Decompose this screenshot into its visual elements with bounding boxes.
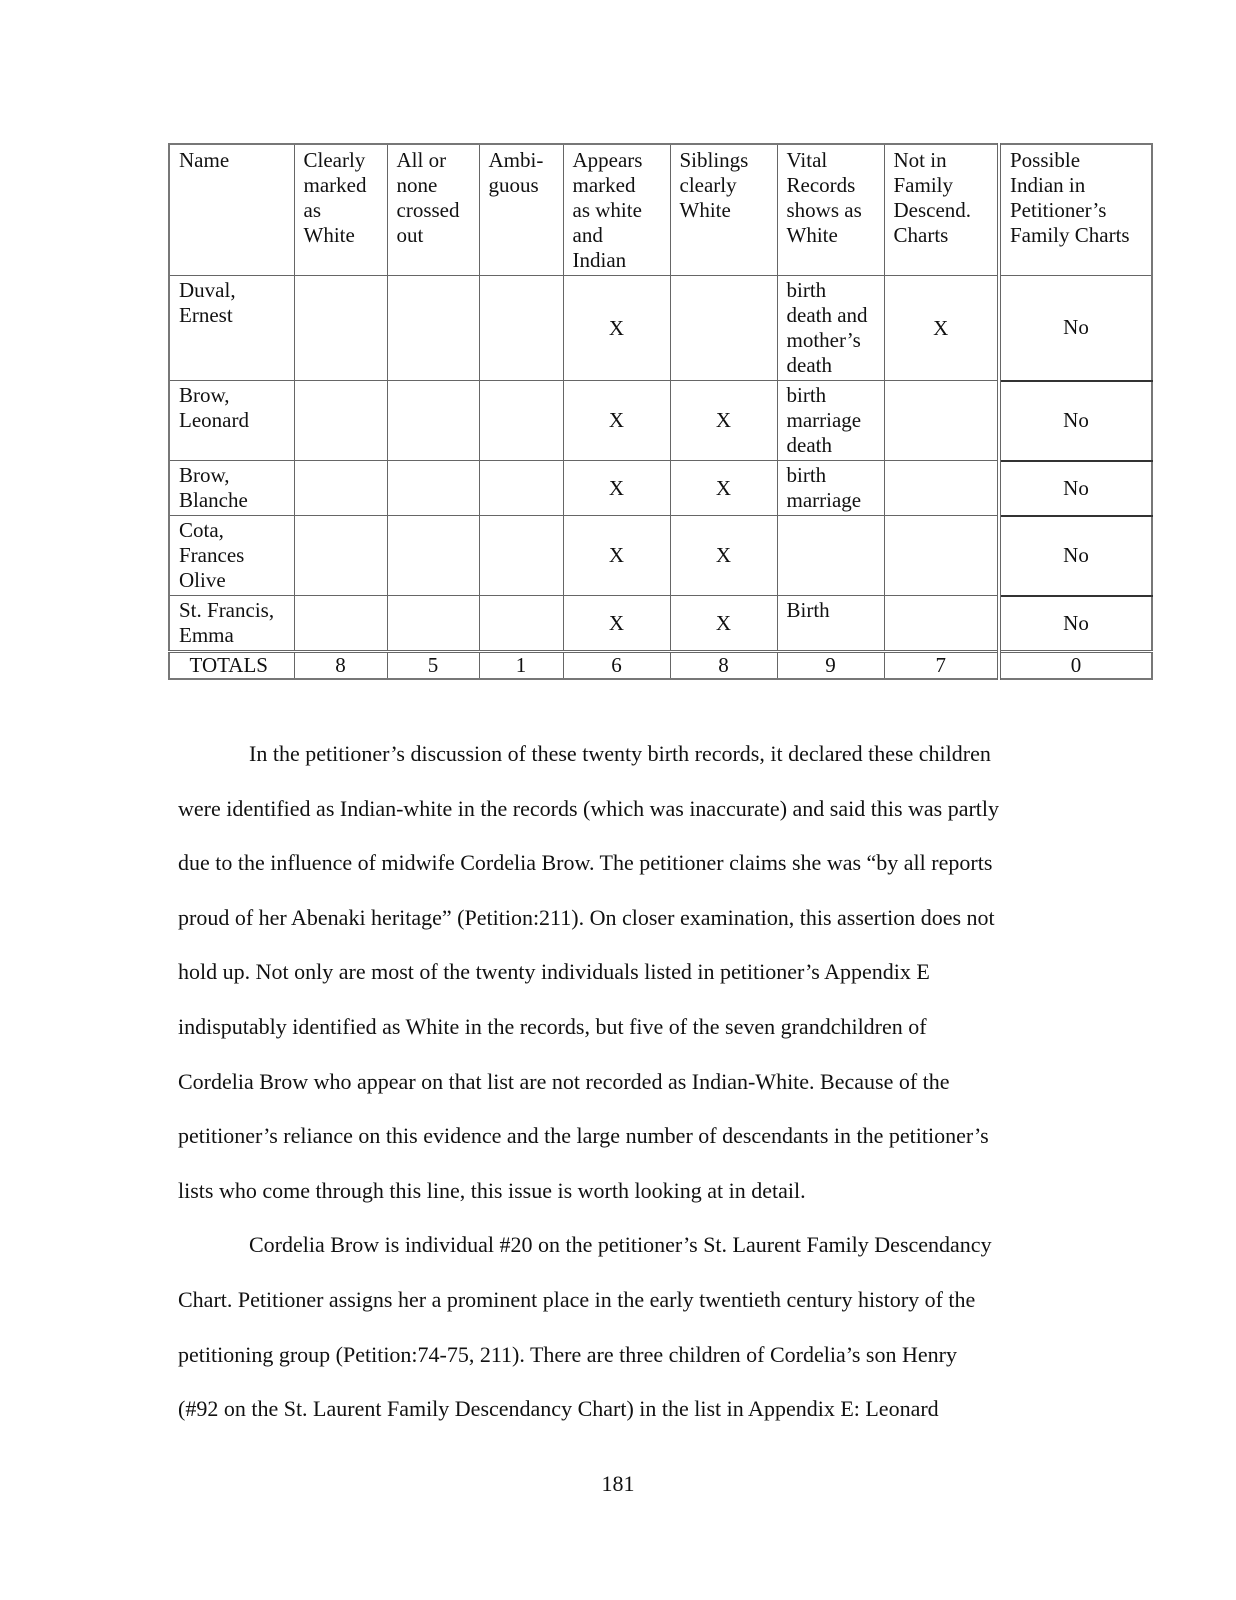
- cell-clearly-white: [294, 596, 387, 652]
- cell-name: Brow, Blanche: [169, 461, 294, 516]
- cell-possible-indian: No: [999, 516, 1152, 596]
- cell-not-in-charts: [884, 461, 999, 516]
- text-line: hold up. Not only are most of the twenty individuals listed in petitioner’s Appendix E: [178, 959, 930, 985]
- text-line: Cordelia Brow who appear on that list are not recorded as Indian-White. Because of the: [178, 1068, 950, 1094]
- text-line: petitioner’s reliance on this evidence and the large number of descendants in the petitioner’s: [178, 1123, 989, 1149]
- totals-row: [169, 652, 1152, 680]
- cell-not-in-charts: [884, 596, 999, 652]
- cell-possible-indian: No: [999, 381, 1152, 461]
- cell-name: Brow, Leonard: [169, 381, 294, 461]
- cell-appears-white-indian: X: [563, 596, 670, 652]
- header-not-in-family-charts: Not in Family Descend. Charts: [884, 144, 999, 276]
- paragraph-1: [178, 727, 1073, 1218]
- cell-name: Cota, Frances Olive: [169, 516, 294, 596]
- table-row: [169, 516, 1152, 596]
- header-clearly-marked-white: Clearly marked as White: [294, 144, 387, 276]
- cell-siblings: X: [670, 596, 777, 652]
- cell-all-none: [387, 461, 479, 516]
- text-line: Cordelia Brow is individual #20 on the petitioner’s St. Laurent Family Descendancy: [249, 1232, 992, 1258]
- page-number: 181: [601, 1471, 635, 1496]
- cell-siblings: X: [670, 381, 777, 461]
- cell-ambiguous: [479, 516, 563, 596]
- cell-appears-white-indian: X: [563, 381, 670, 461]
- cell-not-in-charts: [884, 381, 999, 461]
- table-row: [169, 596, 1152, 652]
- cell-vital-records: birth death and mother’s death: [777, 276, 884, 381]
- cell-all-none: [387, 516, 479, 596]
- cell-appears-white-indian: X: [563, 516, 670, 596]
- cell-possible-indian: No: [999, 461, 1152, 516]
- header-vital-records: Vital Records shows as White: [777, 144, 884, 276]
- total-not-in-charts: 7: [884, 652, 999, 680]
- text-line: In the petitioner’s discussion of these twenty birth records, it declared these children: [249, 741, 991, 766]
- cell-clearly-white: [294, 516, 387, 596]
- cell-appears-white-indian: X: [563, 276, 670, 381]
- table-row: [169, 276, 1152, 381]
- total-appears-white-indian: 6: [563, 652, 670, 680]
- cell-ambiguous: [479, 596, 563, 652]
- total-all-none: 5: [387, 652, 479, 680]
- totals-label: TOTALS: [169, 652, 294, 680]
- header-siblings-clearly-white: Siblings clearly White: [670, 144, 777, 276]
- paragraph-2: [178, 1218, 1073, 1436]
- cell-vital-records: birth marriage: [777, 461, 884, 516]
- table-header-row: [169, 144, 1152, 276]
- cell-name: St. Francis, Emma: [169, 596, 294, 652]
- cell-appears-white-indian: X: [563, 461, 670, 516]
- cell-siblings: X: [670, 461, 777, 516]
- header-possible-indian: Possible Indian in Petitioner’s Family Charts: [999, 144, 1152, 276]
- total-clearly-white: 8: [294, 652, 387, 680]
- cell-ambiguous: [479, 381, 563, 461]
- text-line: indisputably identified as White in the records, but five of the seven grandchildren of: [178, 1013, 927, 1039]
- cell-not-in-charts: [884, 516, 999, 596]
- cell-all-none: [387, 381, 479, 461]
- text-line: petitioning group (Petition:74-75, 211). There are three children of Cordelia’s son Henry: [178, 1341, 957, 1367]
- cell-vital-records: Birth: [777, 596, 884, 652]
- cell-clearly-white: [294, 276, 387, 381]
- header-appears-white-and-indian: Appears marked as white and Indian: [563, 144, 670, 276]
- text-line: (#92 on the St. Laurent Family Descendancy Chart) in the list in Appendix E: Leonard: [178, 1396, 939, 1422]
- cell-ambiguous: [479, 276, 563, 381]
- table-row: [169, 461, 1152, 516]
- cell-ambiguous: [479, 461, 563, 516]
- cell-siblings: X: [670, 516, 777, 596]
- cell-not-in-charts: X: [884, 276, 999, 381]
- total-ambiguous: 1: [479, 652, 563, 680]
- cell-all-none: [387, 276, 479, 381]
- cell-clearly-white: [294, 461, 387, 516]
- cell-vital-records: [777, 516, 884, 596]
- total-possible-indian: 0: [999, 652, 1152, 680]
- header-name: Name: [169, 144, 294, 276]
- cell-possible-indian: No: [999, 276, 1152, 381]
- text-line: proud of her Abenaki heritage” (Petition:211). On closer examination, this assertion does not: [178, 904, 995, 930]
- cell-clearly-white: [294, 381, 387, 461]
- text-line: Chart. Petitioner assigns her a prominent place in the early twentieth century history of the: [178, 1286, 976, 1312]
- table-row: [169, 381, 1152, 461]
- total-vital-records: 9: [777, 652, 884, 680]
- total-siblings: 8: [670, 652, 777, 680]
- cell-name: Duval, Ernest: [169, 276, 294, 381]
- body-text: [178, 727, 1073, 1437]
- text-line: due to the influence of midwife Cordelia Brow. The petitioner claims she was “by all reports: [178, 850, 993, 876]
- text-line: were identified as Indian-white in the records (which was inaccurate) and said this was partly: [178, 795, 1000, 821]
- cell-vital-records: birth marriage death: [777, 381, 884, 461]
- header-all-or-none-crossed-out: All or none crossed out: [387, 144, 479, 276]
- header-ambiguous: Ambi- guous: [479, 144, 563, 276]
- birth-records-table: [168, 143, 1153, 680]
- cell-siblings: [670, 276, 777, 381]
- cell-possible-indian: No: [999, 596, 1152, 652]
- text-line: lists who come through this line, this issue is worth looking at in detail.: [178, 1177, 806, 1203]
- cell-all-none: [387, 596, 479, 652]
